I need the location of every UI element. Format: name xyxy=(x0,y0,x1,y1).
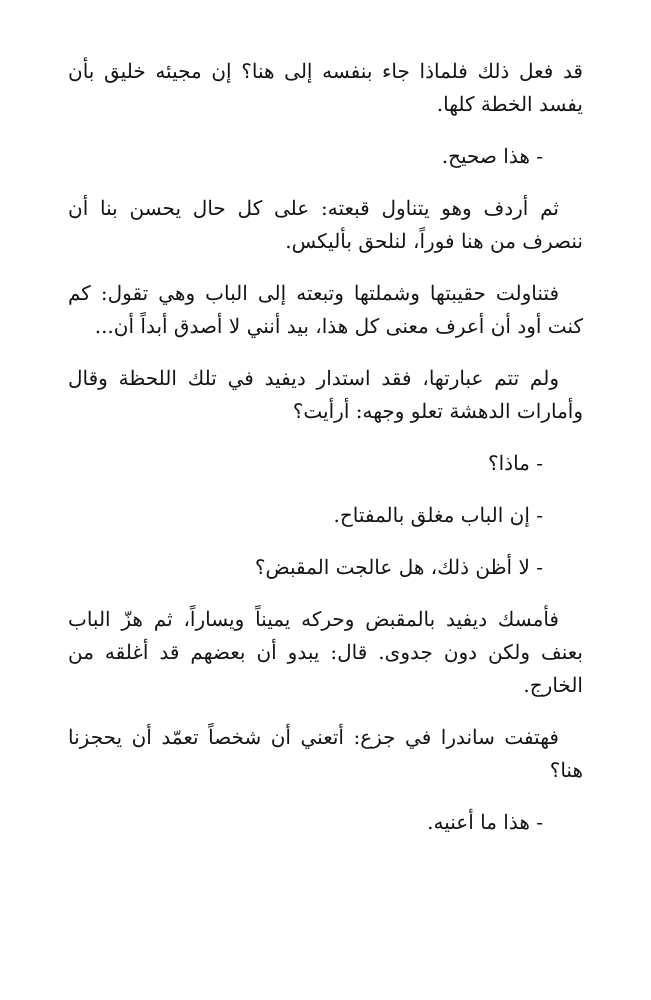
paragraph-6: فهتفت ساندرا في جزع: أتعني أن شخصاً تعمّد أن يحجزنا هنا؟ xyxy=(68,725,583,782)
paragraph-4: ولم تتم عبارتها، فقد استدار ديفيد في تلك اللحظة وقال وأمارات الدهشة تعلو وجهه: أرأيت؟ xyxy=(68,366,583,423)
dialogue-line-4: - لا أظن ذلك، هل عالجت المقبض؟ xyxy=(254,555,543,579)
paragraph-3: فتناولت حقيبتها وشملتها وتبعته إلى الباب وهي تقول: كم كنت أود أن أعرف معنى كل هذا، بيد أنني لا أصدق أبداً أن... xyxy=(68,281,583,338)
dialogue-line-1: - هذا صحيح. xyxy=(441,144,543,168)
dialogue-line-3: - إن الباب مغلق بالمفتاح. xyxy=(333,503,543,527)
paragraph-1: قد فعل ذلك فلماذا جاء بنفسه إلى هنا؟ إن مجيئه خليق بأن يفسد الخطة كلها. xyxy=(68,59,583,116)
paragraph-5: فأمسك ديفيد بالمقبض وحركه يميناً ويساراً، ثم هزّ الباب بعنف ولكن دون جدوى. قال: يبدو أن بعضهم قد أغلقه من الخارج. xyxy=(68,607,583,697)
dialogue-line-5: - هذا ما أعنيه. xyxy=(427,810,543,834)
dialogue-line-2: - ماذا؟ xyxy=(488,451,543,475)
paragraph-2: ثم أردف وهو يتناول قبعته: على كل حال يحسن بنا أن ننصرف من هنا فوراً، لنلحق بأليكس. xyxy=(68,196,583,253)
